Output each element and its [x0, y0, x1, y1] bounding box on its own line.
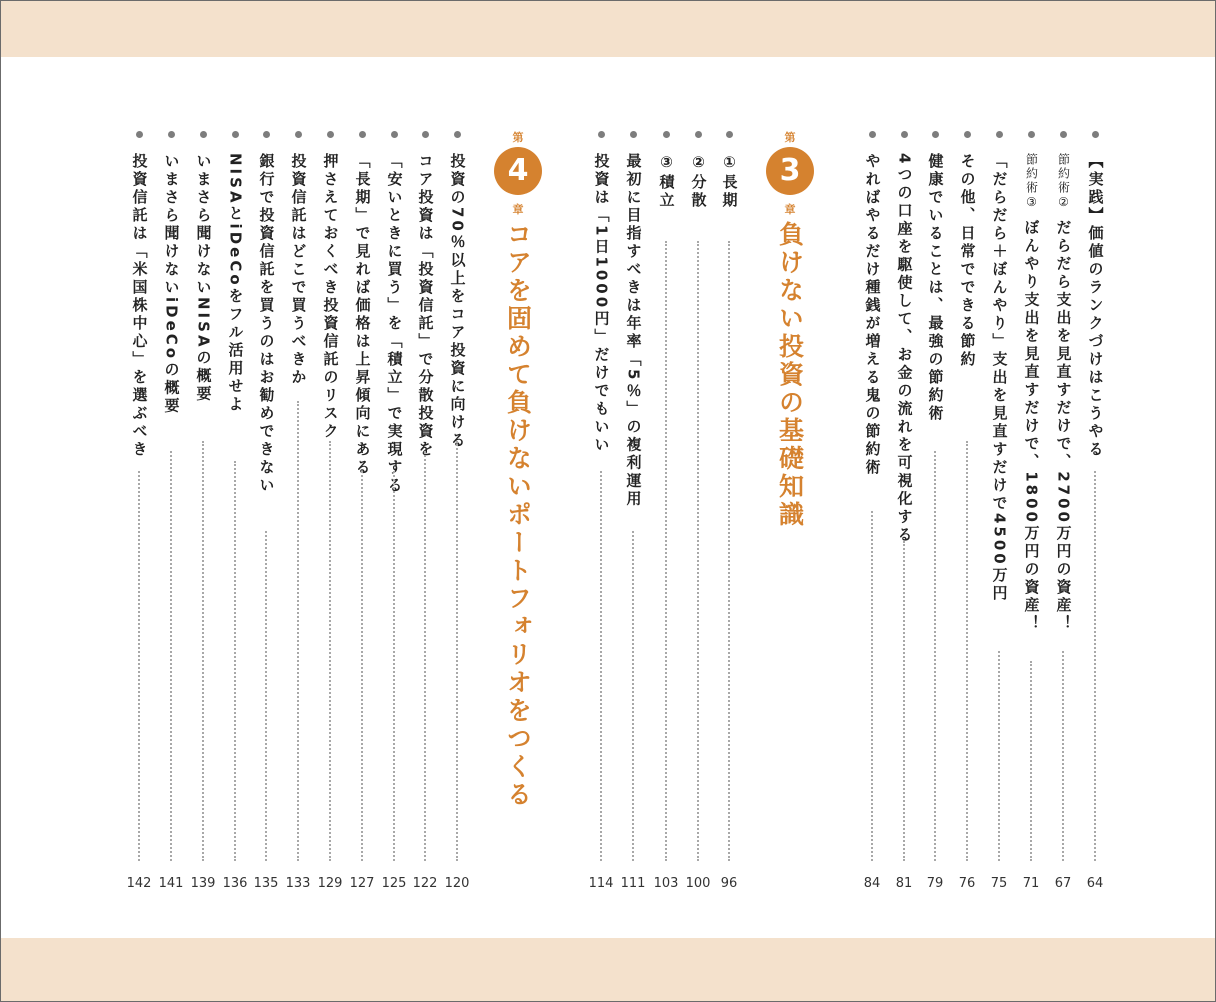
- entry-title: [1024, 153, 1039, 633]
- entry-title: [450, 153, 465, 450]
- toc-entry[interactable]: [857, 131, 887, 891]
- dotted-leader: [297, 401, 299, 861]
- chapter-suffix: 章: [512, 203, 524, 216]
- bullet-icon: [663, 131, 670, 138]
- page-number: 142: [126, 876, 152, 891]
- entry-title: [291, 153, 306, 387]
- bullet-icon: [263, 131, 270, 138]
- page-number: 127: [349, 876, 375, 891]
- entry-label: いまさら聞けないiDeCoの概要: [162, 153, 181, 416]
- bullet-icon: [422, 131, 429, 138]
- chapter-number-badge: 3: [766, 147, 814, 195]
- entry-title: [691, 153, 706, 210]
- entry-title: [418, 153, 433, 459]
- entry-label: 「安いときに買う」を「積立」で実現する: [385, 153, 404, 495]
- toc-entry[interactable]: [188, 131, 218, 891]
- page-number: 122: [412, 876, 438, 891]
- chapter-3-header: [765, 129, 815, 889]
- entry-title: [387, 153, 402, 495]
- dotted-leader: [234, 461, 236, 861]
- bullet-icon: [695, 131, 702, 138]
- chapter-title: 負けない投資の基礎知識: [775, 221, 805, 529]
- dotted-leader: [424, 451, 426, 861]
- toc-entry[interactable]: [379, 131, 409, 891]
- chapter-prefix: 第: [784, 131, 796, 144]
- bullet-icon: [200, 131, 207, 138]
- entry-title: [259, 153, 274, 495]
- bullet-icon: [964, 131, 971, 138]
- entry-label: 「長期」で見れば価格は上昇傾向にある: [353, 153, 372, 477]
- toc-entry[interactable]: [156, 131, 186, 891]
- page-number: 79: [926, 876, 944, 891]
- page-number: 76: [958, 876, 976, 891]
- toc-entry[interactable]: [651, 131, 681, 891]
- page-number: 141: [158, 876, 184, 891]
- entry-prefix: 節約術②: [1056, 153, 1071, 211]
- entry-title: [594, 153, 609, 454]
- toc-entry[interactable]: [315, 131, 345, 891]
- page-number: 135: [253, 876, 279, 891]
- entry-title: [992, 153, 1007, 603]
- toc-entry[interactable]: [683, 131, 713, 891]
- entry-title: [355, 153, 370, 477]
- page-number: 120: [444, 876, 470, 891]
- entry-label: ぼんやり支出を見直すだけで、1800万円の資産！: [1022, 219, 1041, 633]
- chapter-title: コアを固めて負けないポートフォリオをつくる: [503, 221, 533, 809]
- bullet-icon: [996, 131, 1003, 138]
- dotted-leader: [871, 511, 873, 861]
- page-number: 81: [895, 876, 913, 891]
- bullet-icon: [391, 131, 398, 138]
- dotted-leader: [934, 451, 936, 861]
- page-number: 111: [620, 876, 646, 891]
- bullet-icon: [726, 131, 733, 138]
- entry-label: やればやるだけ種銭が増える鬼の節約術: [863, 153, 882, 477]
- entry-label: 最初に目指すべきは年率「5％」の複利運用: [624, 153, 643, 509]
- entry-label: コア投資は「投資信託」で分散投資を: [416, 153, 435, 459]
- footer-band: [1, 938, 1215, 1001]
- page-number: 64: [1086, 876, 1104, 891]
- entry-label: 投資は「1日1000円」だけでもいい: [592, 153, 611, 455]
- toc-entry[interactable]: [1080, 131, 1110, 891]
- entry-label: ③積立: [657, 153, 676, 210]
- page-number: 84: [863, 876, 881, 891]
- dotted-leader: [138, 471, 140, 861]
- page-number: 133: [285, 876, 311, 891]
- entry-title: [196, 153, 211, 404]
- bullet-icon: [136, 131, 143, 138]
- dotted-leader: [998, 651, 1000, 861]
- dotted-leader: [170, 451, 172, 861]
- entry-label: だらだら支出を見直すだけで、2700万円の資産！: [1054, 219, 1073, 633]
- bullet-icon: [454, 131, 461, 138]
- entry-label: 押さえておくべき投資信託のリスク: [321, 153, 340, 441]
- page-number: 114: [588, 876, 614, 891]
- bullet-icon: [932, 131, 939, 138]
- page-number: 103: [653, 876, 679, 891]
- toc-entry[interactable]: [586, 131, 616, 891]
- page-number: 67: [1054, 876, 1072, 891]
- entry-title: [960, 153, 975, 369]
- toc-entry[interactable]: [889, 131, 919, 891]
- dotted-leader: [1094, 471, 1096, 861]
- entry-title: [164, 153, 179, 415]
- page-number: 75: [990, 876, 1008, 891]
- bullet-icon: [869, 131, 876, 138]
- bullet-icon: [1060, 131, 1067, 138]
- entry-label: その他、日常でできる節約: [958, 153, 977, 369]
- entry-label: ②分散: [689, 153, 708, 210]
- entry-title: [132, 153, 147, 459]
- page-number: 136: [222, 876, 248, 891]
- entry-title: [1056, 153, 1071, 633]
- toc-entry[interactable]: [984, 131, 1014, 891]
- entry-label: NISAとiDeCoをフル活用せよ: [226, 153, 245, 414]
- entry-label: 【実践】価値のランクづけはこうやる: [1086, 153, 1105, 459]
- bullet-icon: [630, 131, 637, 138]
- dotted-leader: [632, 531, 634, 861]
- entry-title: [897, 153, 912, 544]
- entry-title: [659, 153, 674, 210]
- entry-label: 健康でいることは、最強の節約術: [926, 153, 945, 423]
- entry-label: 「だらだら＋ぼんやり」支出を見直すだけで4500万円: [990, 153, 1009, 603]
- bullet-icon: [232, 131, 239, 138]
- dotted-leader: [202, 441, 204, 861]
- toc-entry[interactable]: [220, 131, 250, 891]
- bullet-icon: [327, 131, 334, 138]
- entry-label: 投資信託はどこで買うべきか: [289, 153, 308, 387]
- dotted-leader: [329, 441, 331, 861]
- dotted-leader: [600, 471, 602, 861]
- page-number: 71: [1022, 876, 1040, 891]
- dotted-leader: [1062, 651, 1064, 861]
- dotted-leader: [966, 441, 968, 861]
- entry-label: 4つの口座を駆使して、お金の流れを可視化する: [895, 153, 914, 545]
- bullet-icon: [1028, 131, 1035, 138]
- bullet-icon: [598, 131, 605, 138]
- entry-label: 投資の70％以上をコア投資に向ける: [448, 153, 467, 450]
- toc-entry[interactable]: [442, 131, 472, 891]
- dotted-leader: [665, 241, 667, 861]
- chapter-suffix: 章: [784, 203, 796, 216]
- entry-label: 銀行で投資信託を買うのはお勧めできない: [257, 153, 276, 495]
- toc-entry[interactable]: [618, 131, 648, 891]
- toc-entry[interactable]: [1016, 131, 1046, 891]
- bullet-icon: [295, 131, 302, 138]
- entry-title: [722, 153, 737, 210]
- bullet-icon: [168, 131, 175, 138]
- chapter-4-header: [493, 129, 543, 889]
- page-number: 139: [190, 876, 216, 891]
- dotted-leader: [361, 471, 363, 861]
- toc-entry[interactable]: [124, 131, 154, 891]
- page-number: 129: [317, 876, 343, 891]
- toc-entry[interactable]: [251, 131, 281, 891]
- dotted-leader: [697, 241, 699, 861]
- toc-entry[interactable]: [347, 131, 377, 891]
- entry-title: [626, 153, 641, 508]
- toc-entry[interactable]: [714, 131, 744, 891]
- entry-title: [928, 153, 943, 423]
- toc-entry[interactable]: [283, 131, 313, 891]
- entry-label: ①長期: [720, 153, 739, 210]
- page-number: 125: [381, 876, 407, 891]
- chapter-prefix: 第: [512, 131, 524, 144]
- entry-prefix: 節約術③: [1024, 153, 1039, 211]
- toc-entry[interactable]: [952, 131, 982, 891]
- toc-entry[interactable]: [410, 131, 440, 891]
- page-number: 96: [720, 876, 738, 891]
- entry-title: [1088, 153, 1103, 459]
- bullet-icon: [359, 131, 366, 138]
- dotted-leader: [456, 441, 458, 861]
- chapter-number-badge: 4: [494, 147, 542, 195]
- dotted-leader: [393, 471, 395, 861]
- header-band: [1, 1, 1215, 57]
- dotted-leader: [265, 531, 267, 861]
- toc-entry[interactable]: [1048, 131, 1078, 891]
- entry-label: いまさら聞けないNISAの概要: [194, 153, 213, 404]
- entry-title: [865, 153, 880, 477]
- page-number: 100: [685, 876, 711, 891]
- entry-label: 投資信託は「米国株中心」を選ぶべき: [130, 153, 149, 459]
- entry-title: [323, 153, 338, 441]
- bullet-icon: [901, 131, 908, 138]
- dotted-leader: [903, 541, 905, 861]
- bullet-icon: [1092, 131, 1099, 138]
- dotted-leader: [1030, 661, 1032, 861]
- dotted-leader: [728, 241, 730, 861]
- entry-title: [228, 153, 243, 414]
- toc-entry[interactable]: [920, 131, 950, 891]
